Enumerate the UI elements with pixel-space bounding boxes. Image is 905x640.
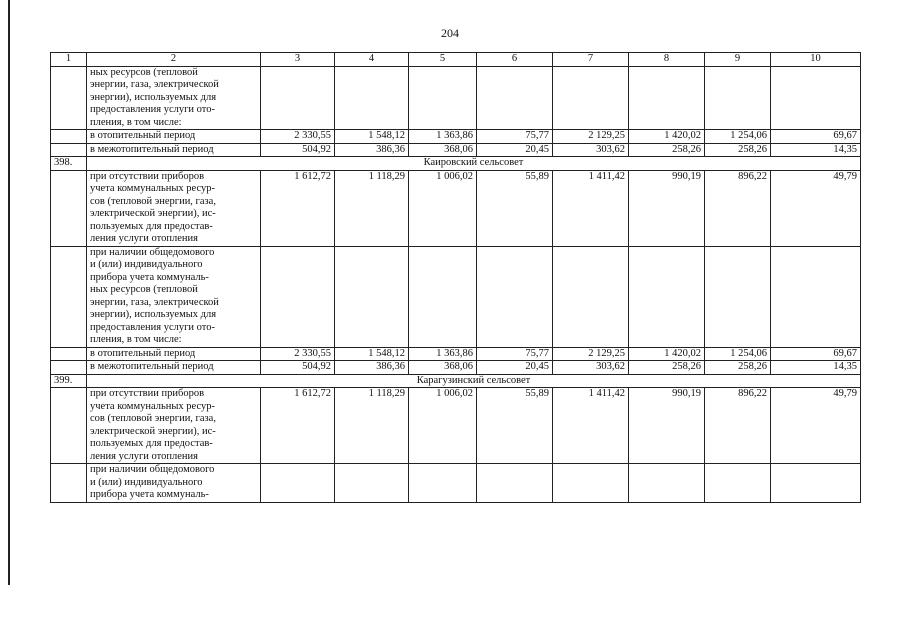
value-cell [335,66,409,130]
value-cell: 55,89 [477,170,553,246]
value-cell: 990,19 [629,388,705,464]
header-row [51,53,861,67]
value-cell: 20,45 [477,361,553,375]
value-cell [409,246,477,347]
row-number: 398. [51,157,87,171]
value-cell: 55,89 [477,388,553,464]
value-cell: 2 330,55 [261,347,335,361]
value-cell: 49,79 [771,170,861,246]
page-number: 204 [441,26,459,40]
value-cell: 896,22 [705,170,771,246]
table-row [51,361,861,375]
row-number: 399. [51,374,87,388]
row-number [51,143,87,157]
value-cell [553,464,629,503]
row-number [51,347,87,361]
table-row [51,66,861,130]
value-cell [771,66,861,130]
section-title: Каировский сельсовет [87,157,861,171]
row-number [51,388,87,464]
value-cell [771,246,861,347]
value-cell: 2 129,25 [553,130,629,144]
value-cell: 1 118,29 [335,388,409,464]
value-cell: 1 411,42 [553,170,629,246]
value-cell: 1 420,02 [629,130,705,144]
row-description: ных ресурсов (тепловой энергии, газа, электрической энергии), используемых для предоставления услуги ото- пления, в том числе: [87,66,261,130]
value-cell: 368,06 [409,361,477,375]
value-cell [629,66,705,130]
column-header: 4 [335,53,409,67]
value-cell: 386,36 [335,143,409,157]
value-cell [705,246,771,347]
value-cell [261,246,335,347]
value-cell [553,66,629,130]
section-row [51,374,861,388]
table-row [51,464,861,503]
row-description: в отопительный период [87,347,261,361]
column-header: 8 [629,53,705,67]
value-cell: 1 612,72 [261,388,335,464]
value-cell: 14,35 [771,361,861,375]
value-cell [629,464,705,503]
value-cell: 504,92 [261,361,335,375]
row-number [51,361,87,375]
value-cell [261,66,335,130]
value-cell: 1 420,02 [629,347,705,361]
value-cell: 75,77 [477,130,553,144]
row-number [51,130,87,144]
value-cell: 504,92 [261,143,335,157]
column-header: 3 [261,53,335,67]
value-cell [335,246,409,347]
value-cell: 1 411,42 [553,388,629,464]
value-cell [409,464,477,503]
value-cell [771,464,861,503]
value-cell [705,66,771,130]
row-description: при наличии общедомового и (или) индивидуального прибора учета коммуналь- ных ресурсов (тепловой энергии, газа, электрической энергии), используемых для предоставления услуги ото- пления, в том числе: [87,246,261,347]
value-cell [477,464,553,503]
value-cell [705,464,771,503]
value-cell: 2 129,25 [553,347,629,361]
value-cell: 20,45 [477,143,553,157]
row-description: в межотопительный период [87,361,261,375]
row-number [51,464,87,503]
value-cell: 258,26 [629,361,705,375]
column-header: 6 [477,53,553,67]
row-description: в межотопительный период [87,143,261,157]
value-cell: 2 330,55 [261,130,335,144]
value-cell [629,246,705,347]
value-cell: 386,36 [335,361,409,375]
value-cell: 1 006,02 [409,388,477,464]
value-cell: 14,35 [771,143,861,157]
section-row [51,157,861,171]
value-cell [553,246,629,347]
value-cell: 1 254,06 [705,347,771,361]
value-cell [477,66,553,130]
row-number [51,66,87,130]
row-description: при наличии общедомового и (или) индивидуального прибора учета коммуналь- [87,464,261,503]
value-cell: 1 006,02 [409,170,477,246]
value-cell: 303,62 [553,361,629,375]
value-cell: 1 612,72 [261,170,335,246]
value-cell: 990,19 [629,170,705,246]
row-number [51,246,87,347]
value-cell: 1 118,29 [335,170,409,246]
column-header: 9 [705,53,771,67]
value-cell: 258,26 [629,143,705,157]
value-cell [335,464,409,503]
value-cell: 1 548,12 [335,347,409,361]
row-description: при отсутствии приборов учета коммунальных ресур- сов (тепловой энергии, газа, электрической энергии), ис- пользуемых для предостав- ления услуги отопления [87,388,261,464]
value-cell: 1 363,86 [409,347,477,361]
value-cell: 303,62 [553,143,629,157]
table-row [51,246,861,347]
value-cell: 1 254,06 [705,130,771,144]
row-description: при отсутствии приборов учета коммунальных ресур- сов (тепловой энергии, газа, электрической энергии), ис- пользуемых для предостав- ления услуги отопления [87,170,261,246]
row-number [51,170,87,246]
value-cell: 258,26 [705,361,771,375]
table-row [51,170,861,246]
column-header: 2 [87,53,261,67]
table-row [51,347,861,361]
row-description: в отопительный период [87,130,261,144]
column-header: 5 [409,53,477,67]
value-cell: 1 363,86 [409,130,477,144]
value-cell [477,246,553,347]
section-title: Карагузинский сельсовет [87,374,861,388]
column-header: 10 [771,53,861,67]
value-cell: 368,06 [409,143,477,157]
table-row [51,388,861,464]
value-cell: 49,79 [771,388,861,464]
binding-line [8,0,10,585]
table-row [51,130,861,144]
tariff-table [50,52,861,503]
value-cell: 896,22 [705,388,771,464]
value-cell: 69,67 [771,130,861,144]
value-cell [261,464,335,503]
value-cell [409,66,477,130]
table-body [51,66,861,502]
value-cell: 258,26 [705,143,771,157]
value-cell: 69,67 [771,347,861,361]
value-cell: 1 548,12 [335,130,409,144]
table-row [51,143,861,157]
value-cell: 75,77 [477,347,553,361]
column-header: 7 [553,53,629,67]
column-header: 1 [51,53,87,67]
